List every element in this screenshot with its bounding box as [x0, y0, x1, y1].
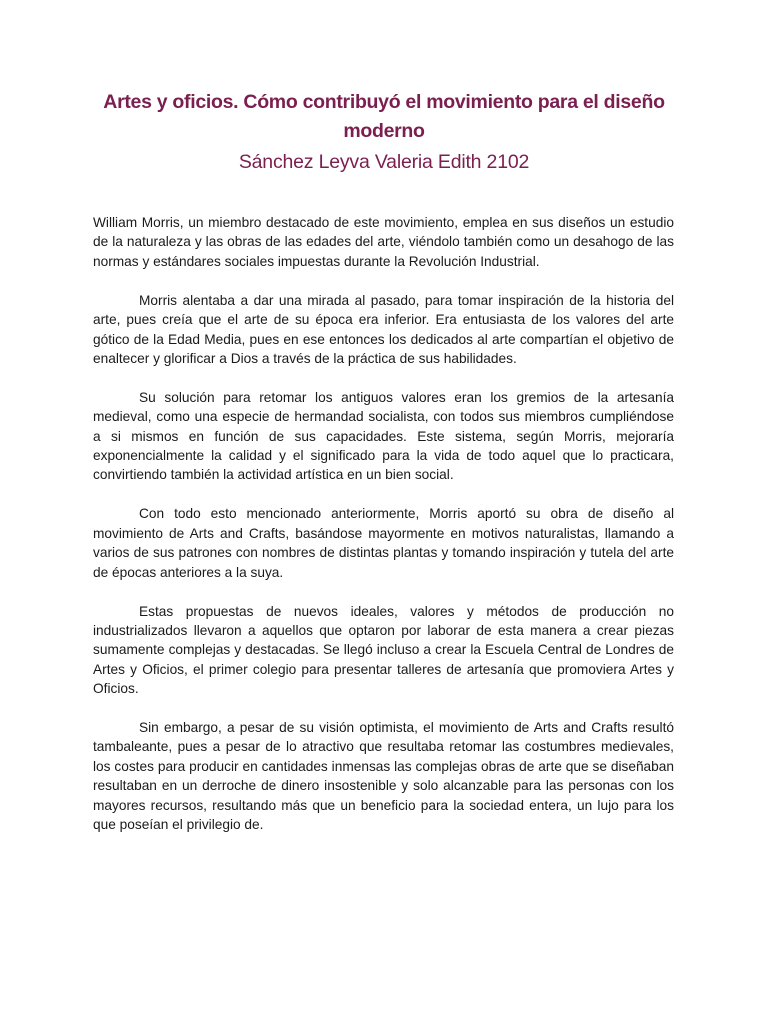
paragraph-2: Morris alentaba a dar una mirada al pasado, para tomar inspiración de la historia del arte, pues creía que el arte de su época era inferior. Era entusiasta de los valores del arte gótico de la Edad Media, pues en ese entonces los dedicados al arte compartían el objetivo de enaltecer y glorificar a Dios a través de la práctica de sus habilidades.	[93, 292, 674, 366]
paragraph-4: Con todo esto mencionado anteriormente, Morris aportó su obra de diseño al movimiento de Arts and Crafts, basándose mayormente en motivos naturalistas, llamando a varios de sus patrones con nombres de distintas plantas y tomando inspiración y tutela del arte de épocas anteriores a la suya.	[93, 506, 674, 580]
paragraph-6: Sin embargo, a pesar de su visión optimista, el movimiento de Arts and Crafts resultó tambaleante, pues a pesar de lo atractivo que resultaba retomar las costumbres medievales, los costes para producir en cantidades inmensas las complejas obras de arte que se diseñaban resultaban en un derroche de dinero insostenible y solo alcanzable para las personas con los mayores recursos, resultando más que un beneficio para la sociedad entera, un lujo para los que poseían el privilegio de.	[93, 720, 674, 833]
document-title: Artes y oficios. Cómo contribuyó el movimiento para el diseño moderno	[103, 91, 665, 142]
document-body	[93, 213, 674, 854]
paragraph-3: Su solución para retomar los antiguos valores eran los gremios de la artesanía medieval, como una especie de hermandad socialista, con todos sus miembros cumpliéndose a si mismos en función de sus capacidades. Este sistema, según Morris, mejoraría exponencialmente la calidad y el significado para la vida de todo aquel que lo practicara, convirtiendo también la actividad artística en un bien social.	[93, 389, 674, 483]
paragraph-1: William Morris, un miembro destacado de este movimiento, emplea en sus diseños un estudio de la naturaleza y las obras de las edades del arte, viéndolo también como un desahogo de las normas y estándares sociales impuestas durante la Revolución Industrial.	[93, 215, 674, 269]
paragraph-5: Estas propuestas de nuevos ideales, valores y métodos de producción no industrializados llevaron a aquellos que optaron por laborar de esta manera a crear piezas sumamente complejas y destacadas. Se llegó incluso a crear la Escuela Central de Londres de Artes y Oficios, el primer colegio para presentar talleres de artesanía que promoviera Artes y Oficios.	[93, 603, 674, 697]
author-line: Sánchez Leyva Valeria Edith 2102	[238, 151, 530, 173]
